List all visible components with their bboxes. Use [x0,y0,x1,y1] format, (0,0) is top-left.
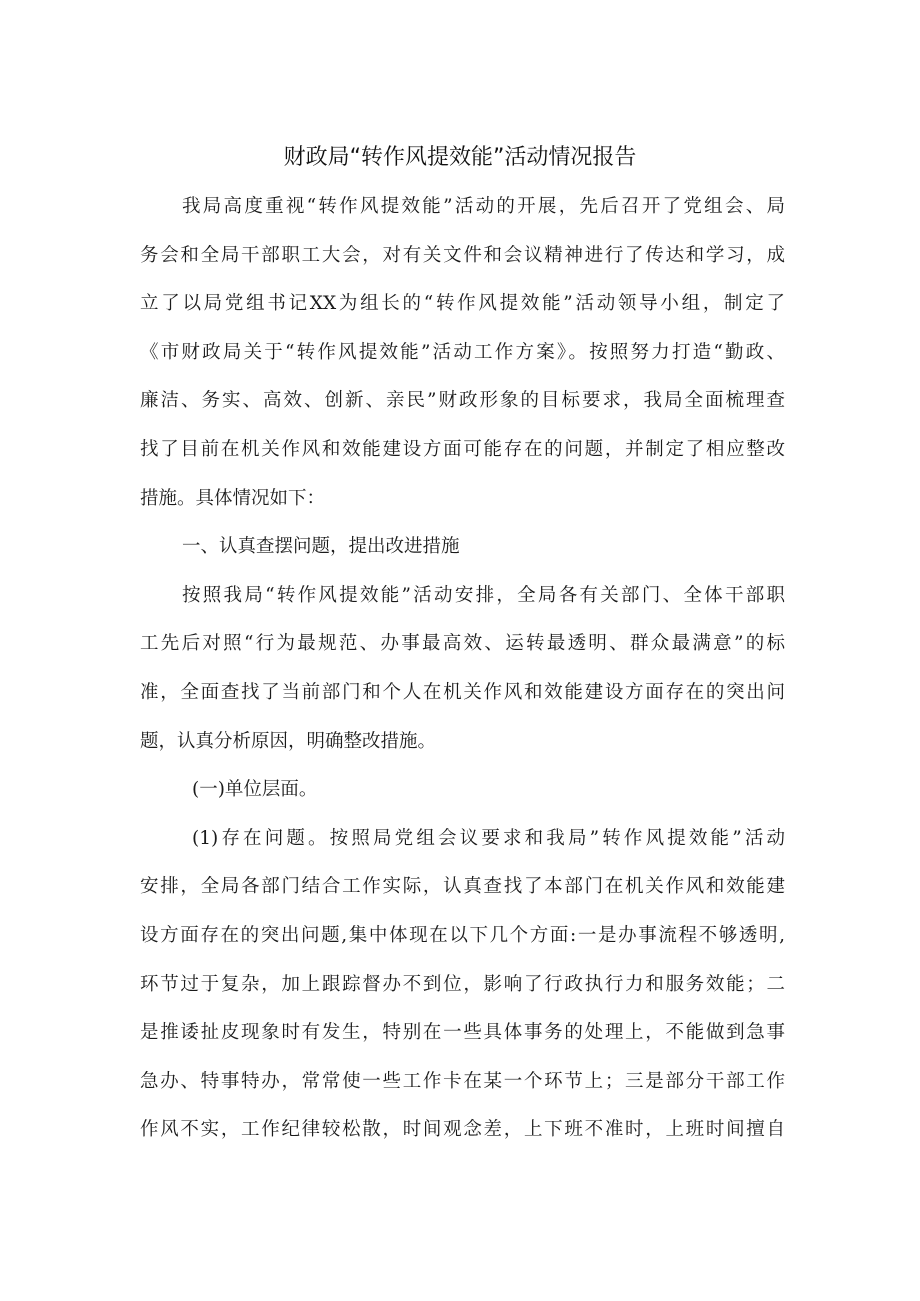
text-line: 是推诿扯皮现象时有发生，特别在一些具体事务的处理上，不能做到急事 [140,1022,785,1044]
text-line: 作风不实，工作纪律较松散，时间观念差，上下班不准时，上班时间擅自 [140,1119,785,1141]
text-line: (一)单位层面。 [192,779,318,801]
text-line: 一、认真查摆问题，提出改进措施 [182,536,460,558]
text-line: 设方面存在的突出问题,集中体现在以下几个方面:一是办事流程不够透明, [140,924,785,946]
text-line: 环节过于复杂，加上跟踪督办不到位，影响了行政执行力和服务效能；二 [140,973,785,995]
text-line: 安排，全局各部门结合工作实际，认真查找了本部门在机关作风和效能建 [140,876,785,898]
document-body [140,183,785,1155]
text-line: 立了以局党组书记XX为组长的“转作风提效能”活动领导小组，制定了 [140,293,785,315]
text-line: 措施。具体情况如下： [140,487,326,509]
page-title: 财政局“转作风提效能”活动情况报告 [283,145,637,170]
text-line: 按照我局“转作风提效能”活动安排，全局各有关部门、全体干部职 [182,584,785,606]
text-line: (1)存在问题。按照局党组会议要求和我局”转作风提效能”活动 [192,827,785,849]
text-line: 急办、特事特办，常常使一些工作卡在某一个环节上；三是部分干部工作 [140,1070,785,1092]
text-line: 《市财政局关于“转作风提效能”活动工作方案》。按照努力打造“勤政、 [140,341,785,363]
text-line: 廉洁、务实、高效、创新、亲民”财政形象的目标要求，我局全面梳理查 [140,390,785,412]
text-line: 工先后对照“行为最规范、办事最高效、运转最透明、群众最满意”的标 [140,633,785,655]
text-line: 准，全面查找了当前部门和个人在机关作风和效能建设方面存在的突出问 [140,681,785,703]
text-line: 题，认真分析原因，明确整改措施。 [140,730,437,752]
text-line: 找了目前在机关作风和效能建设方面可能存在的问题，并制定了相应整改 [140,438,785,460]
text-line: 我局高度重视“转作风提效能”活动的开展，先后召开了党组会、局 [182,196,785,217]
text-line: 务会和全局干部职工大会，对有关文件和会议精神进行了传达和学习，成 [140,244,785,266]
